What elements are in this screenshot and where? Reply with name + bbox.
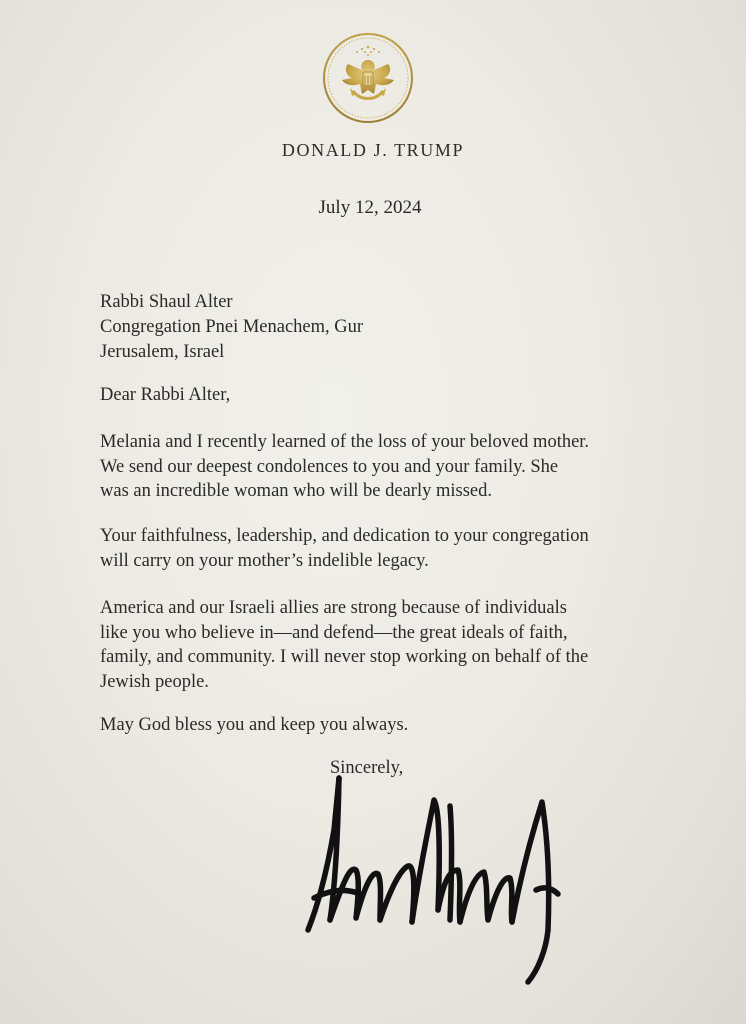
sender-name: DONALD J. TRUMP [281, 140, 465, 160]
paragraph-line: Melania and I recently learned of the loss of your beloved mother. [100, 432, 590, 452]
paragraph-line: Jewish people. [100, 671, 209, 692]
addressee-location: Jerusalem, Israel [100, 342, 225, 362]
paragraph-line: Your faithfulness, leadership, and dedication to your congregation [100, 526, 589, 546]
paragraph-line: like you who believe in—and defend—the great ideals of faith, [100, 622, 568, 643]
addressee-block [100, 290, 363, 365]
paragraph-line: will carry on your mother’s indelible legacy. [100, 550, 429, 571]
paragraph-blessing [100, 713, 660, 738]
addressee-name: Rabbi Shaul Alter [100, 292, 233, 312]
paragraph-line: We send our deepest condolences to you and your family. She [100, 456, 559, 477]
paragraph-condolences [100, 430, 660, 504]
presidential-seal-icon [322, 32, 414, 124]
salutation: Dear Rabbi Alter, [100, 385, 231, 405]
addressee-organization: Congregation Pnei Menachem, Gur [100, 317, 364, 337]
paragraph-line: America and our Israeli allies are strong because of individuals [100, 598, 567, 618]
paragraph-legacy [100, 524, 660, 573]
paragraph-line: family, and community. I will never stop working on behalf of the [100, 647, 589, 667]
closing: Sincerely, [330, 758, 404, 778]
letter-date: July 12, 2024 [318, 197, 422, 218]
paragraph-line: was an incredible woman who will be dearly missed. [100, 481, 492, 501]
paragraph-line: May God bless you and keep you always. [100, 715, 409, 735]
paragraph-allies [100, 596, 660, 694]
handwritten-signature-icon [300, 770, 570, 990]
